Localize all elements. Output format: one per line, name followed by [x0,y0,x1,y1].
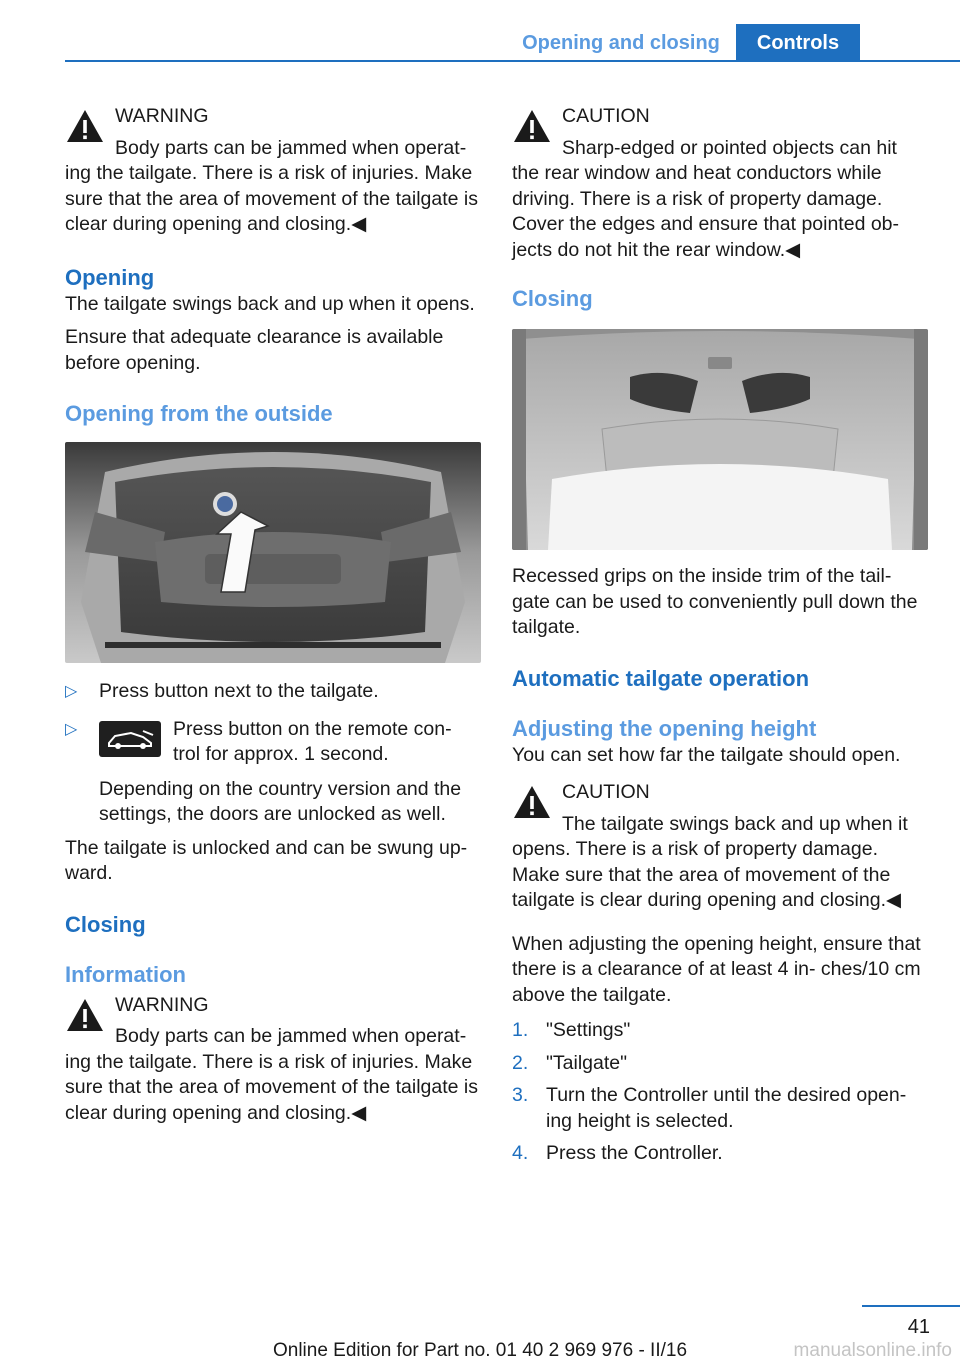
information-heading: Information [65,961,186,987]
warning-triangle-icon [512,108,552,144]
closing-heading-left: Closing [65,911,146,937]
watermark-text: manualsonline.info [793,1340,952,1361]
car-tailgate-remote-icon [99,721,161,757]
opening-paragraph-2: Ensure that adequate clearance is available before opening. [65,326,444,374]
edition-note: Online Edition for Part no. 01 40 2 969 976 - II/16 [272,1340,688,1361]
warning-text: ing the tailgate. There is a risk of injuries. Make sure that the area of movement of the tailgate is clear during opening and closing.◀ [65,1050,478,1124]
adjust-paragraph: You can set how far the tailgate should open. [512,743,901,766]
warning-notice-2 [65,989,481,1127]
automatic-heading: Automatic tailgate operation [512,665,810,691]
bullet-2-note: Depending on the country version and the settings, the doors are unlocked as well. [99,777,462,825]
opening-heading: Opening [65,264,155,290]
caution-text: the rear window and heat conductors while driving. There is a risk of property damage. Cover the edges and ensure that pointed ob‐ jects do not hit the rear window.◀ [512,162,900,261]
caution-keyword: CAUTION [562,105,650,127]
opening-outside-heading: Opening from the outside [65,401,333,426]
header-section-title: Opening and closing [522,31,720,54]
right-column [512,100,928,1174]
caution-notice-1 [512,100,928,263]
warning-text: ing the tailgate. There is a risk of injuries. Make sure that the area of movement of the tailgate is clear during opening and closing.◀ [65,162,478,235]
warning-keyword: WARNING [115,993,209,1016]
caution-text: opens. There is a risk of property damage. Make sure that the area of movement of the tailgate is clear during opening and closing.◀ [512,838,901,911]
left-column [65,100,481,1144]
warning-triangle-icon [65,108,105,144]
caution-first-line: The tailgate swings back and up when it [562,812,908,835]
list-item: 4. Press the Controller. [512,1142,723,1164]
warning-notice-1 [65,100,481,238]
warning-triangle-icon [512,784,552,820]
triangle-right-icon: ▷ [65,720,78,738]
bullet-item-2 [65,717,481,769]
caution-keyword: CAUTION [562,781,650,803]
list-item: 2. "Tailgate" [512,1051,628,1074]
bullet-2-text: Press button on the remote con‐ trol for approx. 1 second. [173,717,452,765]
page-number: 41 [907,1316,930,1338]
warning-keyword: WARNING [115,105,209,127]
clearance-paragraph: When adjusting the opening height, ensure that there is a clearance of at least 4 in‐ ches/10 cm above the tailgate. [512,932,921,1006]
unlocked-paragraph: The tailgate is unlocked and can be swung up‐ ward. [65,836,468,884]
tailgate-outside-figure [65,442,481,663]
adjust-heading: Adjusting the opening height [512,715,817,741]
warning-first-line: Body parts can be jammed when operat‐ [115,1025,467,1047]
footer-rule [862,1305,960,1307]
tailgate-inside-figure [512,329,928,550]
caution-first-line: Sharp-edged or pointed objects can hit [562,136,897,159]
list-item: 1. "Settings" [512,1019,631,1041]
grips-paragraph: Recessed grips on the inside trim of the tail‐ gate can be used to conveniently pull down the tailgate. [512,565,918,638]
caution-notice-2 [512,776,928,914]
bullet-item-1: ▷ Press button next to the tailgate. [65,679,481,705]
closing-heading-right: Closing [512,286,593,311]
warning-first-line: Body parts can be jammed when operat‐ [115,136,467,159]
steps-list [512,1018,928,1167]
header-rule [65,60,960,62]
header-chapter-tab: Controls [736,24,860,62]
warning-triangle-icon [65,997,105,1033]
opening-paragraph-1: The tailgate swings back and up when it opens. [65,292,475,315]
list-item: 3. Turn the Controller until the desired open‐ ing height is selected. [512,1084,907,1132]
triangle-right-icon: ▷ [65,683,78,700]
